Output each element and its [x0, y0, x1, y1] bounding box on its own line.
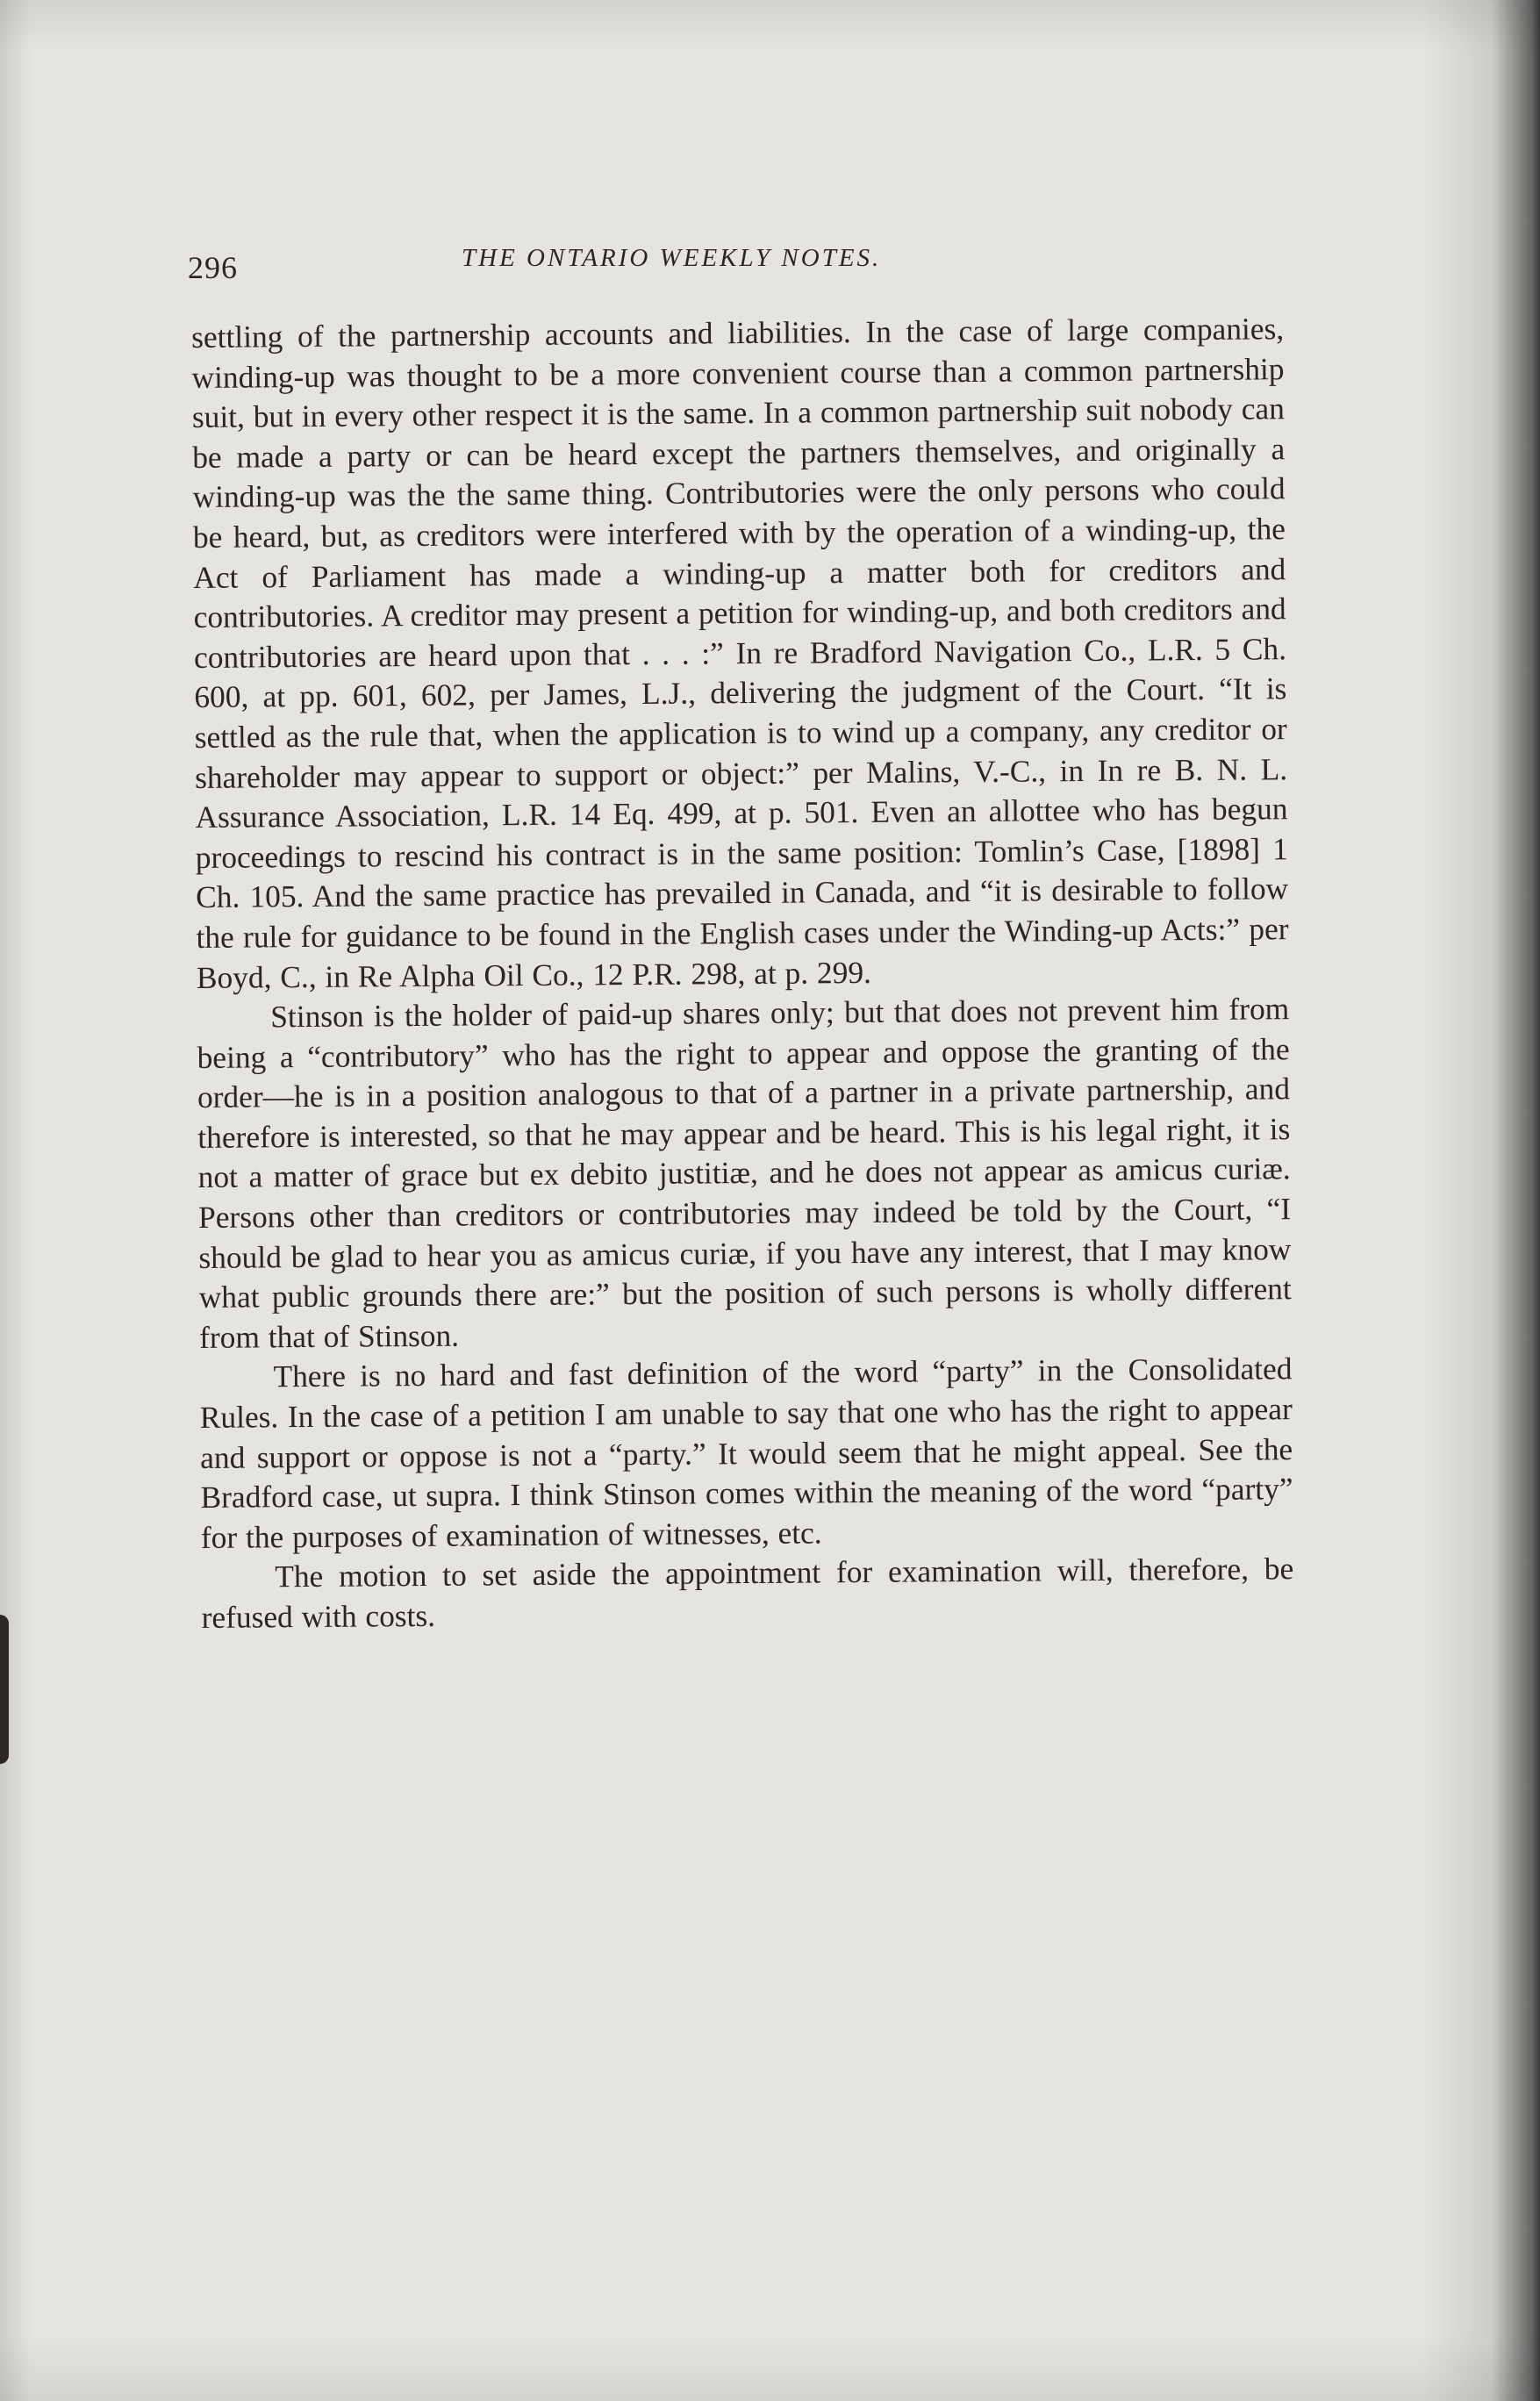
binding-shadow [0, 1615, 9, 1764]
paragraph-3: There is no hard and fast definition of the word “party” in the Consolidated Rules. In the case of a petition I am unable to say that one who has the right to appear and support or oppose is not a “party.” It would seem that he might appeal. See the Bradford case, ut supra. I think Stinson comes within the meaning of the word “party” for the purposes of examination of witnesses, etc. [199, 1351, 1293, 1555]
paragraph-4: The motion to set aside the appointment for examination will, therefore, be refused with costs. [201, 1551, 1294, 1635]
paragraph-1: settling of the partnership accounts and liabilities. In the case of large companies, winding-up was thought to be a more convenient course than a common partnership suit, but in every other respect it is the same. In a common partnership suit nobody can be made a party or can be heard except the partners themselves, and originally a winding-up was the the same thing. Contributories were the only persons who could be heard, but, as creditors were interfered with by the operation of a winding-up, the Act of Parliament has made a winding-up a matter both for creditors and contributories. A creditor may present a petition for winding-up, and both creditors and contributories are heard upon that . . . :” In re Bradford Navigation Co., L.R. 5 Ch. 600, at pp. 601, 602, per James, L.J., delivering the judgment of the Court. “It is settled as the rule that, when the application is to wind up a company, any creditor or shareholder may appear to support or object:” per Malins, V.-C., in In re B. N. L. Assurance Association, L.R. 14 Eq. 499, at p. 501. Even an allottee who has begun proceedings to rescind his contract is in the same position: Tomlin’s Case, [1898] 1 Ch. 105. And the same practice has prevailed in Canada, and “it is desirable to follow the rule for guidance to be found in the English cases under the Winding-up Acts:” per Boyd, C., in Re Alpha Oil Co., 12 P.R. 298, at p. 299. [191, 311, 1289, 995]
page-number: 296 [188, 250, 238, 285]
body-text [191, 309, 1294, 1638]
running-title: THE ONTARIO WEEKLY NOTES. [462, 244, 882, 272]
page-header [188, 244, 1285, 290]
paragraph-2: Stinson is the holder of paid-up shares only; but that does not prevent him from being a “contributory” who has the right to appear and oppose the granting of the order—he is in a position analogous to that of a partner in a private partnership, and therefore is interested, so that he may appear and be heard. This is his legal right, it is not a matter of grace but ex debito justitiæ, and he does not appear as amicus curiæ. Persons other than creditors or contributories may indeed be told by the Court, “I should be glad to hear you as amicus curiæ, if you have any interest, that I may know what public grounds there are:” but the position of such persons is wholly different from that of Stinson. [197, 991, 1292, 1355]
